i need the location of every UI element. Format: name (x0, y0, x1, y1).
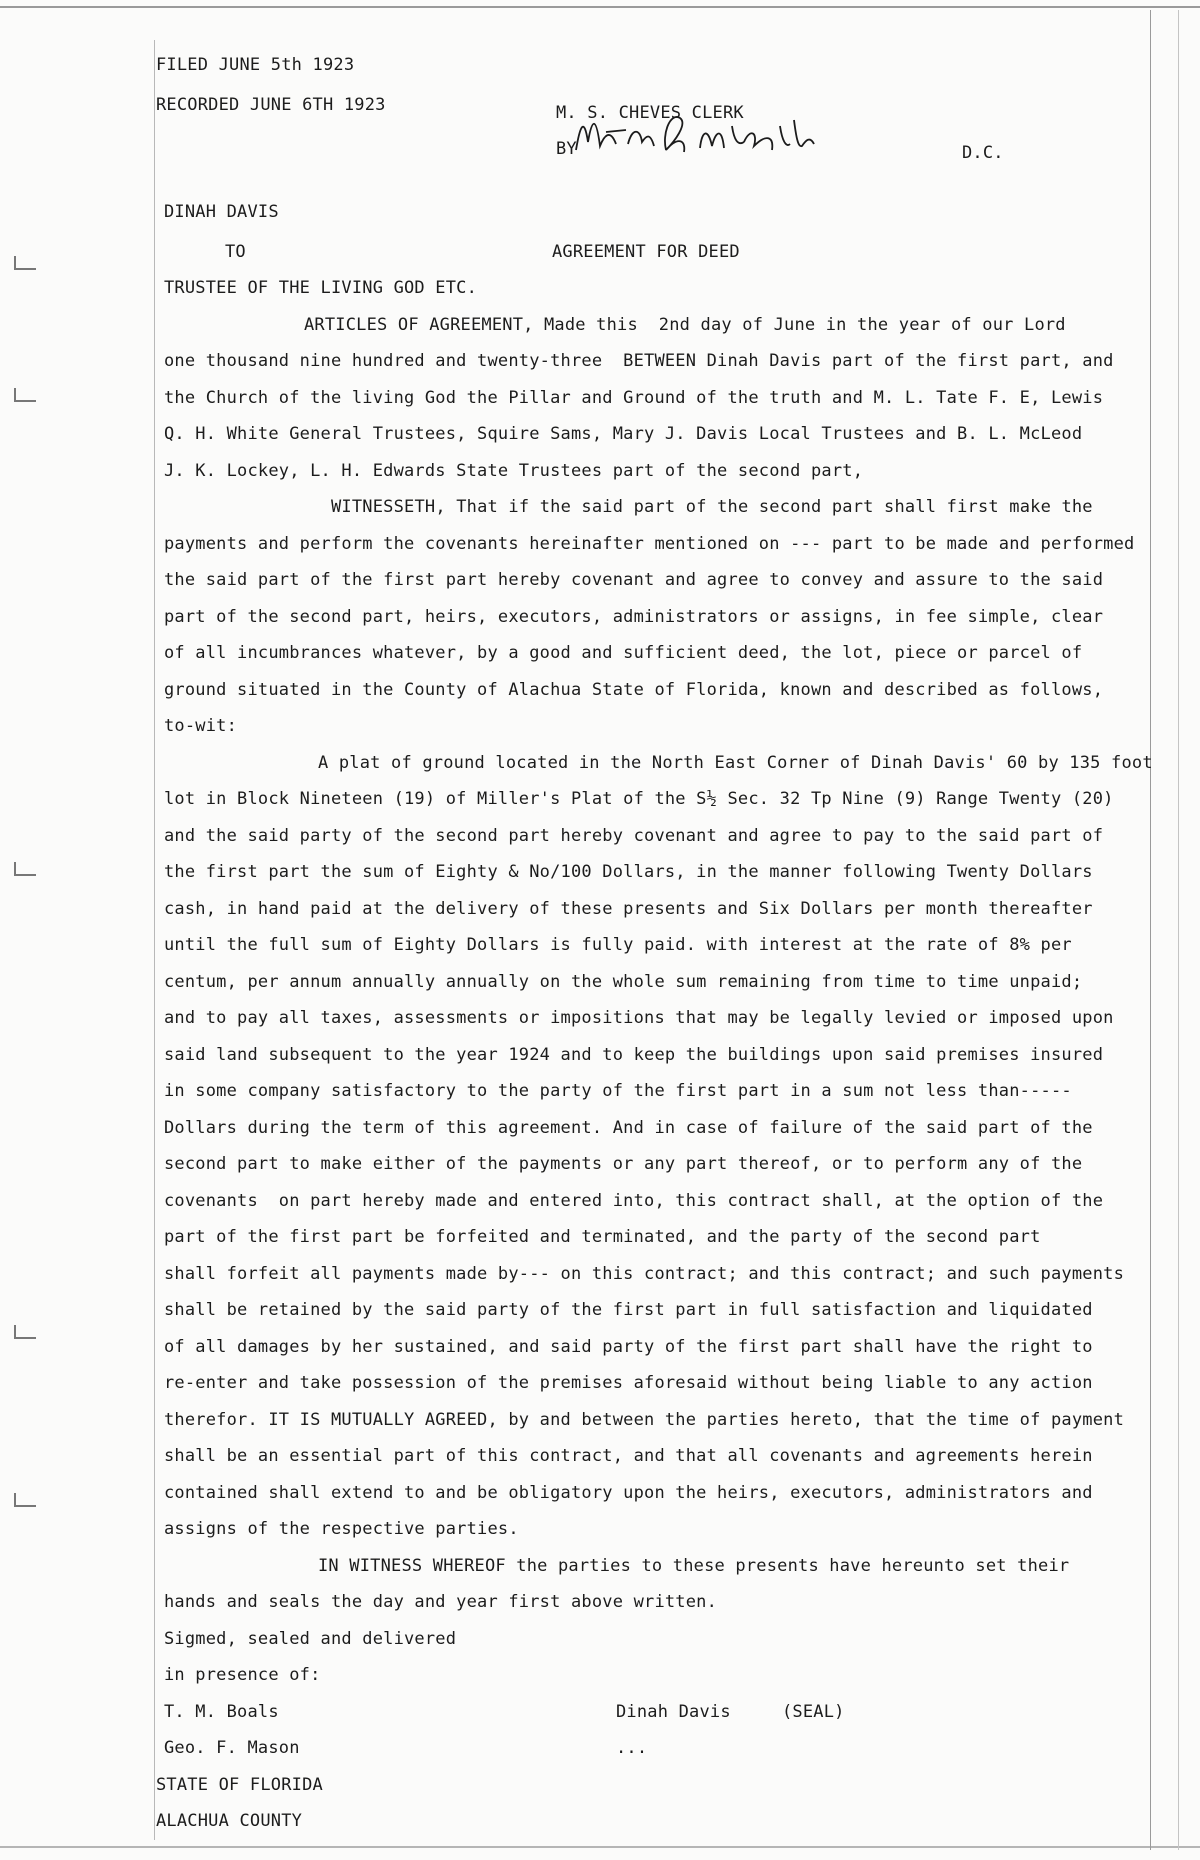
body-line: ARTICLES OF AGREEMENT, Made this 2nd day of June in the year of our Lord (304, 315, 1066, 335)
right-edge-rule (1178, 10, 1179, 1850)
witness-name: Geo. F. Mason (164, 1738, 300, 1758)
body-line: part of the second part, heirs, executors, administrators or assigns, in fee simple, clear (164, 607, 1104, 627)
body-line: assigns of the respective parties. (164, 1519, 519, 1539)
clerk-name: M. S. CHEVES CLERK (556, 103, 744, 123)
to-label: TO (225, 242, 246, 262)
body-line: J. K. Lockey, L. H. Edwards State Trustees part of the second part, (164, 461, 864, 481)
county-heading: ALACHUA COUNTY (156, 1811, 303, 1831)
body-line: to-wit: (164, 716, 238, 736)
body-line: in presence of: (164, 1665, 321, 1685)
deputy-clerk-abbrev: D.C. (962, 143, 1004, 163)
body-line: Q. H. White General Trustees, Squire Sams, Mary J. Davis Local Trustees and B. L. McLeod (164, 424, 1083, 444)
by-label: BY (556, 139, 577, 159)
clerk-signature (566, 106, 866, 164)
top-border (0, 6, 1200, 8)
body-line: one thousand nine hundred and twenty-three BETWEEN Dinah Davis part of the first part, and (164, 351, 1114, 371)
body-line: the said part of the first part hereby covenant and agree to convey and assure to the said (164, 570, 1104, 590)
grantee-name: TRUSTEE OF THE LIVING GOD ETC. (164, 278, 478, 298)
body-line: therefor. IT IS MUTUALLY AGREED, by and between the parties hereto, that the time of payment (164, 1410, 1125, 1430)
binder-mark (14, 1325, 16, 1339)
filed-date: FILED JUNE 5th 1923 (156, 55, 355, 75)
body-line: shall be an essential part of this contract, and that all covenants and agreements herein (164, 1446, 1093, 1466)
body-line: hands and seals the day and year first above written. (164, 1592, 718, 1612)
bottom-border (0, 1846, 1200, 1848)
body-line: shall forfeit all payments made by--- on this contract; and this contract; and such payments (164, 1264, 1125, 1284)
body-line: payments and perform the covenants hereinafter mentioned on --- part to be made and performed (164, 534, 1135, 554)
binder-mark (14, 1505, 36, 1507)
binder-mark (14, 268, 36, 270)
witness-name: T. M. Boals (164, 1702, 279, 1722)
body-line: cash, in hand paid at the delivery of these presents and Six Dollars per month thereafter (164, 899, 1093, 919)
body-line: centum, per annum annually annually on the whole sum remaining from time to time unpaid; (164, 972, 1083, 992)
body-line: A plat of ground located in the North East Corner of Dinah Davis' 60 by 135 foot (318, 753, 1153, 773)
body-line: lot in Block Nineteen (19) of Miller's Plat of the S½ Sec. 32 Tp Nine (9) Range Twenty (20) (164, 789, 1114, 809)
body-line: Dollars during the term of this agreement. And in case of failure of the said part of the (164, 1118, 1093, 1138)
binder-mark (14, 256, 16, 270)
body-line: of all incumbrances whatever, by a good and sufficient deed, the lot, piece or parcel of (164, 643, 1083, 663)
signature-ellipsis: ... (616, 1738, 648, 1758)
binder-mark (14, 1493, 16, 1507)
left-margin-rule (154, 40, 155, 1840)
signer-name: Dinah Davis (616, 1702, 731, 1722)
right-margin-rule (1150, 10, 1151, 1850)
body-line: IN WITNESS WHEREOF the parties to these presents have hereunto set their (318, 1556, 1070, 1576)
body-line: part of the first part be forfeited and terminated, and the party of the second part (164, 1227, 1041, 1247)
body-line: contained shall extend to and be obligatory upon the heirs, executors, administrators and (164, 1483, 1093, 1503)
body-line: the first part the sum of Eighty & No/100 Dollars, in the manner following Twenty Dollars (164, 862, 1093, 882)
body-line: WITNESSETH, That if the said part of the second part shall first make the (331, 497, 1093, 517)
grantor-name: DINAH DAVIS (164, 202, 279, 222)
body-line: in some company satisfactory to the party of the first part in a sum not less than----- (164, 1081, 1072, 1101)
body-line: said land subsequent to the year 1924 and to keep the buildings upon said premises insured (164, 1045, 1104, 1065)
binder-mark (14, 874, 36, 876)
seal-label: (SEAL) (782, 1702, 845, 1722)
binder-mark (14, 1337, 36, 1339)
recorded-date: RECORDED JUNE 6TH 1923 (156, 95, 386, 115)
body-line: re-enter and take possession of the premises aforesaid without being liable to any action (164, 1373, 1093, 1393)
body-line: and to pay all taxes, assessments or impositions that may be legally levied or imposed upon (164, 1008, 1114, 1028)
binder-mark (14, 862, 16, 876)
state-heading: STATE OF FLORIDA (156, 1775, 323, 1795)
body-line: ground situated in the County of Alachua State of Florida, known and described as follows, (164, 680, 1104, 700)
binder-mark (14, 388, 16, 402)
body-line: until the full sum of Eighty Dollars is fully paid. with interest at the rate of 8% per (164, 935, 1072, 955)
body-line: the Church of the living God the Pillar and Ground of the truth and M. L. Tate F. E, Lewis (164, 388, 1104, 408)
body-line: Sigmed, sealed and delivered (164, 1629, 457, 1649)
body-line: covenants on part hereby made and entered into, this contract shall, at the option of the (164, 1191, 1104, 1211)
binder-mark (14, 400, 36, 402)
body-line: and the said party of the second part hereby covenant and agree to pay to the said part of (164, 826, 1104, 846)
body-line: second part to make either of the payments or any part thereof, or to perform any of the (164, 1154, 1083, 1174)
body-line: of all damages by her sustained, and said party of the first part shall have the right to (164, 1337, 1093, 1357)
document-title: AGREEMENT FOR DEED (552, 242, 740, 262)
body-line: shall be retained by the said party of the first part in full satisfaction and liquidated (164, 1300, 1093, 1320)
